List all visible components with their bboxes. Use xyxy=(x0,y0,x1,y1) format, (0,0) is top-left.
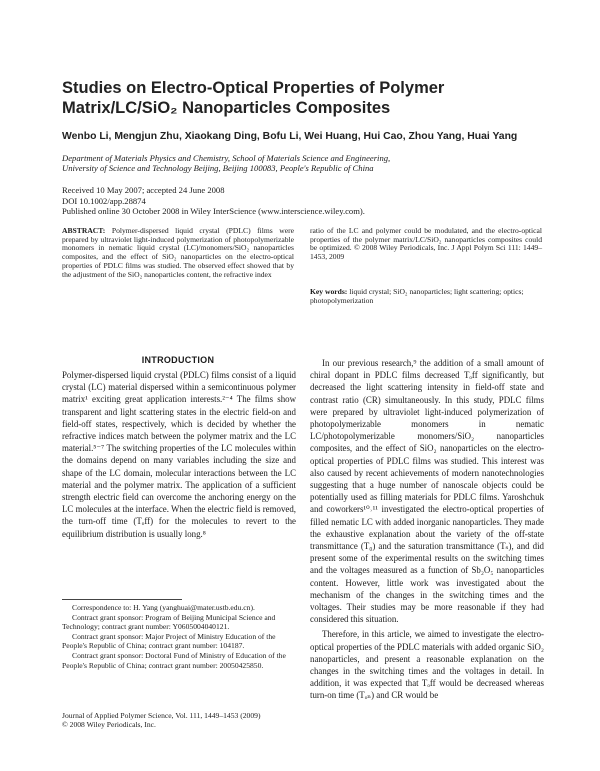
title-line-1: Studies on Electro-Optical Properties of Polymer xyxy=(62,79,445,97)
received-date: Received 10 May 2007; accepted 24 June 2008 xyxy=(62,185,225,195)
published-online: Published online 30 October 2008 in Wiley InterScience (www.interscience.wiley.com). xyxy=(62,206,365,216)
doi: DOI 10.1002/app.28874 xyxy=(62,195,146,206)
keywords xyxy=(310,288,542,305)
abstract-column-1 xyxy=(62,227,294,279)
section-heading-introduction: INTRODUCTION xyxy=(141,355,215,365)
paragraph-aim: Therefore, in this article, we aimed to investigate the electro-optical properties of the PDLC materials with added organic SiO₂ nanoparticles, and present a reasonable explanation on the changes in the switching times and the voltages in detail. In addition, it was expected that Tₒff would be decreased whereas turn-on time (Tₒₙ) and CR would be xyxy=(310,629,544,701)
author-list: Wenbo Li, Mengjun Zhu, Xiaokang Ding, Bofu Li, Wei Huang, Hui Cao, Zhou Yang, Huai Yang xyxy=(62,131,518,142)
grant-note-3: Contract grant sponsor: Doctoral Fund of Ministry of Education of the People's Republic of China; contract grant number: 20050425850. xyxy=(62,650,286,670)
copyright: © 2008 Wiley Periodicals, Inc. xyxy=(62,720,156,730)
publication-info xyxy=(62,185,542,217)
abstract-column-2 xyxy=(310,227,542,262)
correspondence-note: Correspondence to: H. Yang (yanghuai@mater.ustb.edu.cn). xyxy=(72,603,255,612)
keywords-text: liquid crystal; SiO₂ nanoparticles; light scattering; optics; photopolymerization xyxy=(310,287,524,305)
abstract-text-2: ratio of the LC and polymer could be modulated, and the electro-optical properties of the polymer matrix/LC/SiO₂ nanoparticles composites could be optimized. © 2008 Wiley Periodicals, Inc. J Appl Polym Sci 111: 1449–1453, 2009 xyxy=(310,226,542,262)
keywords-label: Key words: xyxy=(310,287,348,296)
abstract-text-1: Polymer-dispersed liquid crystal (PDLC) films were prepared by ultraviolet light-induced polymerization of photopolymerizable monomers in nematic liquid crystal (LC)/monomers/SiO₂ nanoparticles composites, and the effect of SiO₂ nanoparticles on the electro-optical properties of PDLC films was studied. The observed effect showed that by the adjustment of the SiO₂ nanoparticles content, the refractive index xyxy=(62,226,294,279)
introduction-column-1: Polymer-dispersed liquid crystal (PDLC) films consist of a liquid crystal (LC) material dispersed within a semicontinuous polymer matrix¹ exciting great application interests.²⁻⁴ The films show transparent and light scattering states in the electric field-on and field-off states, respectively, which is decided by whether the refractive indices match between the polymer matrix and the LC material.⁵⁻⁷ The switching properties of the LC molecules within the domains depend on many variables including the size and shape of the LC domain, molecular interactions between the LC material and the polymer matrix. The application of a sufficient strength electric field can overcome the anchoring energy on the LC molecules at the interface. When the electric field is removed, the turn-off time (Tₒff) for the molecules to revert to the equilibrium distribution is usually long.⁸ xyxy=(62,370,296,539)
paper-title xyxy=(62,78,542,118)
abstract-label: ABSTRACT: xyxy=(62,226,106,235)
footnote-divider xyxy=(62,599,182,600)
affiliation-line-1: Department of Materials Physics and Chemistry, School of Materials Science and Engineering, xyxy=(62,153,391,163)
grant-note-2: Contract grant sponsor: Major Project of Ministry Education of the People's Republic of China; contract grant number: 104187. xyxy=(62,631,276,651)
grant-note-1: Contract grant sponsor: Program of Beijing Municipal Science and Technology; contract grant number: Y0605004040121. xyxy=(62,612,276,632)
paragraph-previous-research: In our previous research,⁹ the addition of a small amount of chiral dopant in PDLC films decreased Tₒff significantly, but decreased the light scattering intensity in field-off state and contrast ratio (CR) simultaneously. In this study, PDLC films were prepared by ultraviolet light-induced polymerization of photopolymerizable monomers in nematic LC/photopolymerizable monomers/SiO₂ nanoparticles composites, and the effect of SiO₂ nanoparticles on the electro-optical properties of PDLC films was studied. This interest was also caused by recent achievements of modern nanotechnologies suggesting that a huge number of nanoscale objects could be potentially used as filling materials for PDLC films. Yaroshchuk and coworkers¹⁰˒¹¹ investigated the electro-optical properties of filled nematic LC with added inorganic nanoparticles. They made the exhaustive explanation about the variety of the off-state transmittance (T₀) and the saturation transmittance (Tₛ), and did present some of the experimental results on the switching times and the voltages measured as a function of Sb₂O₅ nanoparticles content. However, little work was investigated about the mechanism of the changes in the switching times and the voltages. Their studies may be more reasonable if they had considered this situation. xyxy=(310,358,544,625)
affiliation xyxy=(62,153,542,173)
journal-citation: Journal of Applied Polymer Science, Vol. 111, 1449–1453 (2009) xyxy=(62,711,261,720)
footnotes xyxy=(62,603,296,670)
introduction-column-2 xyxy=(310,357,544,702)
affiliation-line-2: University of Science and Technology Beijing, Beijing 100083, People's Republic of China xyxy=(62,163,374,173)
journal-footer xyxy=(62,711,296,729)
title-line-2: Matrix/LC/SiO₂ Nanoparticles Composites xyxy=(62,99,391,117)
